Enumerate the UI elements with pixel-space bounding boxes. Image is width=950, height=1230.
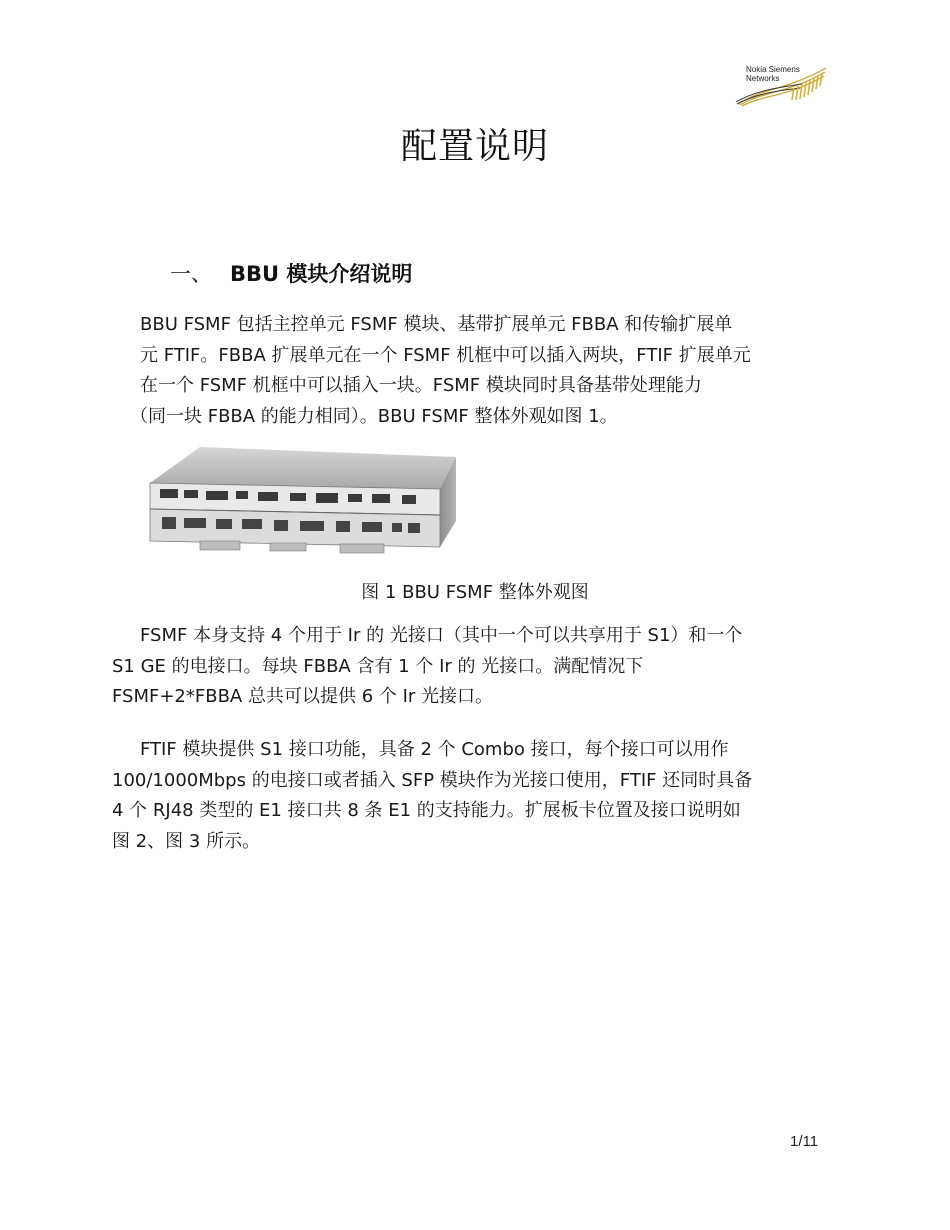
paragraph-line: FSMF+2*FBBA 总共可以提供 6 个 Ir 光接口。 xyxy=(112,686,494,707)
section-number: 一、 xyxy=(170,262,212,286)
paragraph-intro xyxy=(112,310,842,432)
section-heading-text: BBU 模块介绍说明 xyxy=(230,262,413,286)
company-logo xyxy=(732,60,830,110)
bbu-chassis-image xyxy=(140,443,460,558)
paragraph-ftif xyxy=(112,735,842,857)
bbu-fsmf-photo xyxy=(140,443,460,558)
paragraph-line: 100/1000Mbps 的电接口或者插入 SFP 模块作为光接口使用，FTIF 还同时具备 xyxy=(112,769,753,791)
paragraph-line: （同一块 FBBA 的能力相同）。BBU FSMF 整体外观如图 1。 xyxy=(130,405,618,427)
page-number: 1/11 xyxy=(790,1133,819,1150)
paragraph-line: S1 GE 的电接口。每块 FBBA 含有 1 个 Ir 的 光接口。满配情况下 xyxy=(112,655,644,677)
paragraph-line: 在一个 FSMF 机框中可以插入一块。FSMF 模块同时具备基带处理能力 xyxy=(140,375,702,396)
paragraph-line: 图 2、图 3 所示。 xyxy=(112,830,261,852)
paragraph-line: BBU FSMF 包括主控单元 FSMF 模块、基带扩展单元 FBBA 和传输扩展单 xyxy=(140,314,733,335)
page-title: 配置说明 xyxy=(400,126,549,167)
paragraph-line: FTIF 模块提供 S1 接口功能，具备 2 个 Combo 接口，每个接口可以用作 xyxy=(140,739,729,760)
paragraph-line: 4 个 RJ48 类型的 E1 接口共 8 条 E1 的支持能力。扩展板卡位置及接口说明如 xyxy=(112,800,741,821)
paragraph-fsmf xyxy=(112,621,842,713)
section-heading xyxy=(170,258,412,288)
paragraph-line: 元 FTIF。FBBA 扩展单元在一个 FSMF 机框中可以插入两块，FTIF 扩展单元 xyxy=(140,344,751,366)
paragraph-line: FSMF 本身支持 4 个用于 Ir 的 光接口（其中一个可以共享用于 S1）和一个 xyxy=(140,625,743,646)
logo-text: Nokia Siemens Networks xyxy=(746,65,800,83)
figure-caption: 图 1 BBU FSMF 整体外观图 xyxy=(361,582,589,603)
